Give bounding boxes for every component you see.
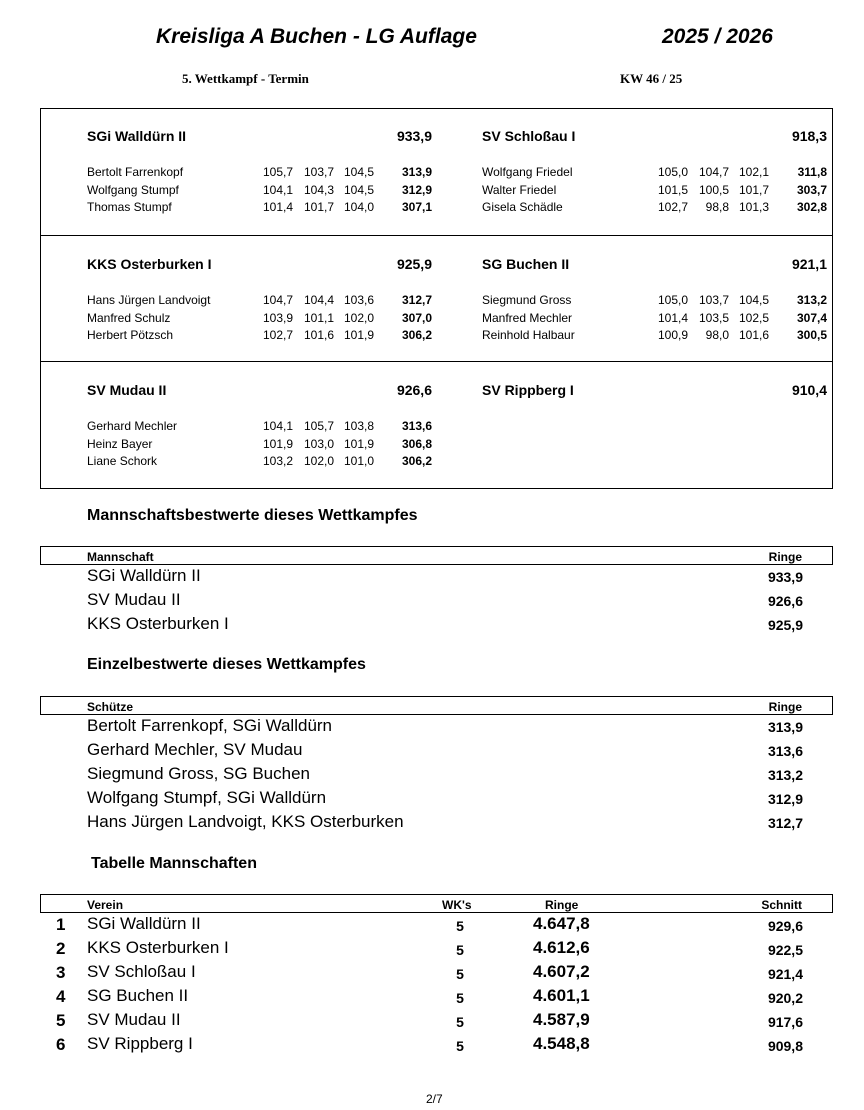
series-1-score: 105,7 [262,165,293,179]
col-club: Verein [87,898,124,912]
series-1-score: 102,7 [657,200,688,214]
series-3-score: 104,5 [343,182,374,197]
shooter-total: 312,7 [401,293,432,307]
shooter-name: Bertolt Farrenkopf [87,165,184,179]
list-row [40,566,833,590]
series-2-score: 101,7 [303,200,334,214]
shooter-row [482,328,827,345]
team-block [482,256,827,356]
shooter-row [87,328,432,345]
series-1-score: 104,1 [262,182,293,197]
list-row [40,614,833,638]
standings-title: Tabelle Mannschaften [91,855,257,872]
series-1-score: 101,4 [657,310,688,325]
club-name: SGi Walldürn II [87,914,201,933]
series-1-score: 101,9 [262,436,293,451]
wk-count: 5 [456,990,464,1006]
series-3-score: 101,6 [738,328,769,342]
shooter-row [482,183,827,200]
series-1-score: 101,4 [262,200,293,214]
team-total: 918,3 [791,128,827,144]
series-2-score: 100,5 [698,182,729,197]
individual-best-header [40,696,833,715]
shooter-row [482,293,827,310]
series-2-score: 103,7 [303,165,334,179]
row-name: SV Mudau II [87,590,181,609]
club-name: SV Rippberg I [87,1034,193,1053]
standings-row [40,1010,833,1034]
shooter-total: 302,8 [796,200,827,214]
series-3-score: 101,9 [343,436,374,451]
row-value: 312,9 [767,791,803,807]
shooter-total: 313,9 [401,165,432,179]
series-2-score: 101,6 [303,328,334,342]
shooter-total: 307,1 [401,200,432,214]
series-2-score: 103,0 [303,436,334,451]
total-rings: 4.587,9 [533,1010,590,1029]
club-name: SV Schloßau I [87,962,196,981]
series-3-score: 102,1 [738,165,769,179]
club-name: SG Buchen II [87,986,189,1005]
shooter-row [87,454,432,471]
shooter-total: 306,2 [401,454,432,468]
list-row [40,812,833,836]
week-label: KW 46 / 25 [620,71,683,86]
individual-best-title: Einzelbestwerte dieses Wettkampfes [87,656,366,673]
average: 920,2 [767,990,803,1006]
average: 922,5 [767,942,803,958]
match-divider [40,235,833,236]
wk-count: 5 [456,918,464,934]
team-block [482,128,827,228]
shooter-total: 312,9 [401,182,432,197]
standings-header [40,894,833,913]
shooter-total: 313,6 [401,419,432,433]
row-value: 313,2 [767,767,803,783]
rank: 2 [56,939,66,958]
team-total: 910,4 [791,382,827,398]
team-name: SV Rippberg I [482,382,574,398]
shooter-row [87,200,432,217]
shooter-total: 311,8 [797,165,827,179]
series-3-score: 102,5 [738,310,769,325]
shooter-name: Herbert Pötzsch [87,328,174,342]
col-team: Mannschaft [87,550,154,564]
row-name: Wolfgang Stumpf, SGi Walldürn [87,788,327,807]
row-value: 926,6 [767,593,803,609]
competition-label: 5. Wettkampf - Termin [182,71,309,86]
row-name: KKS Osterburken I [87,614,229,633]
shooter-total: 303,7 [796,182,827,197]
col-rings: Ringe [768,550,802,564]
row-name: Siegmund Gross, SG Buchen [87,764,311,783]
series-2-score: 98,8 [705,200,729,214]
wk-count: 5 [456,1014,464,1030]
shooter-name: Heinz Bayer [87,436,153,451]
shooter-row [87,437,432,454]
rank: 4 [56,987,66,1006]
shooter-total: 306,8 [401,436,432,451]
row-name: Bertolt Farrenkopf, SGi Walldürn [87,716,333,735]
rank: 5 [56,1011,66,1030]
average: 921,4 [767,966,803,982]
series-3-score: 101,3 [738,200,769,214]
team-name: KKS Osterburken I [87,256,212,272]
average: 929,6 [767,918,803,934]
team-name: SV Mudau II [87,382,167,398]
series-1-score: 101,5 [657,182,688,197]
shooter-name: Gisela Schädle [482,200,563,214]
series-2-score: 104,7 [698,165,729,179]
shooter-row [482,165,827,182]
series-3-score: 101,7 [738,182,769,197]
total-rings: 4.647,8 [533,914,590,933]
season: 2025 / 2026 [662,25,773,48]
standings-row [40,914,833,938]
series-1-score: 104,7 [262,293,293,307]
shooter-name: Walter Friedel [482,182,557,197]
col-wk: WK's [442,898,472,912]
shooter-name: Liane Schork [87,454,158,468]
wk-count: 5 [456,1038,464,1054]
standings-row [40,1034,833,1058]
league-title: Kreisliga A Buchen - LG Auflage [156,25,477,48]
shooter-name: Reinhold Halbaur [482,328,575,342]
match-divider [40,361,833,362]
shooter-total: 300,5 [796,328,827,342]
team-block [87,256,432,356]
series-2-score: 101,1 [303,310,334,325]
shooter-total: 306,2 [401,328,432,342]
series-3-score: 101,9 [343,328,374,342]
series-2-score: 104,3 [303,182,334,197]
row-name: Hans Jürgen Landvoigt, KKS Osterburken [87,812,404,831]
series-2-score: 98,0 [705,328,729,342]
team-best-header [40,546,833,565]
team-total: 926,6 [396,382,432,398]
list-row [40,788,833,812]
series-2-score: 102,0 [303,454,334,468]
series-1-score: 104,1 [262,419,293,433]
shooter-row [87,165,432,182]
shooter-name: Manfred Mechler [482,310,573,325]
series-2-score: 104,4 [303,293,334,307]
club-name: KKS Osterburken I [87,938,229,957]
col-shooter: Schütze [87,700,134,714]
average: 917,6 [767,1014,803,1030]
rank: 1 [56,915,66,934]
wk-count: 5 [456,966,464,982]
standings-row [40,986,833,1010]
series-3-score: 101,0 [343,454,374,468]
shooter-row [87,183,432,200]
total-rings: 4.548,8 [533,1034,590,1053]
series-1-score: 105,0 [657,293,688,307]
col-avg: Schnitt [761,898,802,912]
series-1-score: 102,7 [262,328,293,342]
shooter-name: Wolfgang Stumpf [87,182,179,197]
col-rings: Ringe [545,898,579,912]
list-row [40,716,833,740]
list-row [40,740,833,764]
club-name: SV Mudau II [87,1010,181,1029]
standings-row [40,962,833,986]
team-best-title: Mannschaftsbestwerte dieses Wettkampfes [87,507,418,524]
team-total: 925,9 [396,256,432,272]
shooter-row [87,419,432,436]
team-block [87,128,432,228]
list-row [40,764,833,788]
team-total: 933,9 [396,128,432,144]
series-3-score: 103,6 [343,293,374,307]
row-value: 925,9 [767,617,803,633]
shooter-total: 307,4 [796,310,827,325]
rank: 3 [56,963,66,982]
rank: 6 [56,1035,66,1054]
total-rings: 4.607,2 [533,962,590,981]
team-block [482,382,827,482]
average: 909,8 [767,1038,803,1054]
row-value: 313,9 [767,719,803,735]
total-rings: 4.601,1 [533,986,590,1005]
page-number: 2/7 [426,1092,443,1106]
series-3-score: 104,5 [343,165,374,179]
wk-count: 5 [456,942,464,958]
series-2-score: 105,7 [303,419,334,433]
standings-row [40,938,833,962]
series-1-score: 100,9 [657,328,688,342]
team-name: SV Schloßau I [482,128,576,144]
shooter-name: Manfred Schulz [87,310,171,325]
shooter-row [482,200,827,217]
shooter-name: Thomas Stumpf [87,200,172,214]
row-value: 312,7 [767,815,803,831]
row-value: 313,6 [767,743,803,759]
series-1-score: 103,2 [262,454,293,468]
series-2-score: 103,5 [698,310,729,325]
series-1-score: 103,9 [262,310,293,325]
shooter-name: Hans Jürgen Landvoigt [87,293,211,307]
row-name: SGi Walldürn II [87,566,201,585]
shooter-name: Siegmund Gross [482,293,572,307]
shooter-name: Wolfgang Friedel [482,165,573,179]
series-3-score: 102,0 [343,310,374,325]
total-rings: 4.612,6 [533,938,590,957]
series-2-score: 103,7 [698,293,729,307]
col-rings: Ringe [768,700,802,714]
shooter-row [482,311,827,328]
list-row [40,590,833,614]
shooter-row [87,293,432,310]
shooter-total: 307,0 [401,310,432,325]
team-block [87,382,432,482]
series-3-score: 104,5 [738,293,769,307]
shooter-row [87,311,432,328]
shooter-name: Gerhard Mechler [87,419,178,433]
team-name: SGi Walldürn II [87,128,187,144]
team-name: SG Buchen II [482,256,570,272]
series-3-score: 103,8 [343,419,374,433]
row-name: Gerhard Mechler, SV Mudau [87,740,303,759]
series-3-score: 104,0 [343,200,374,214]
shooter-total: 313,2 [796,293,827,307]
row-value: 933,9 [767,569,803,585]
series-1-score: 105,0 [657,165,688,179]
team-total: 921,1 [791,256,827,272]
